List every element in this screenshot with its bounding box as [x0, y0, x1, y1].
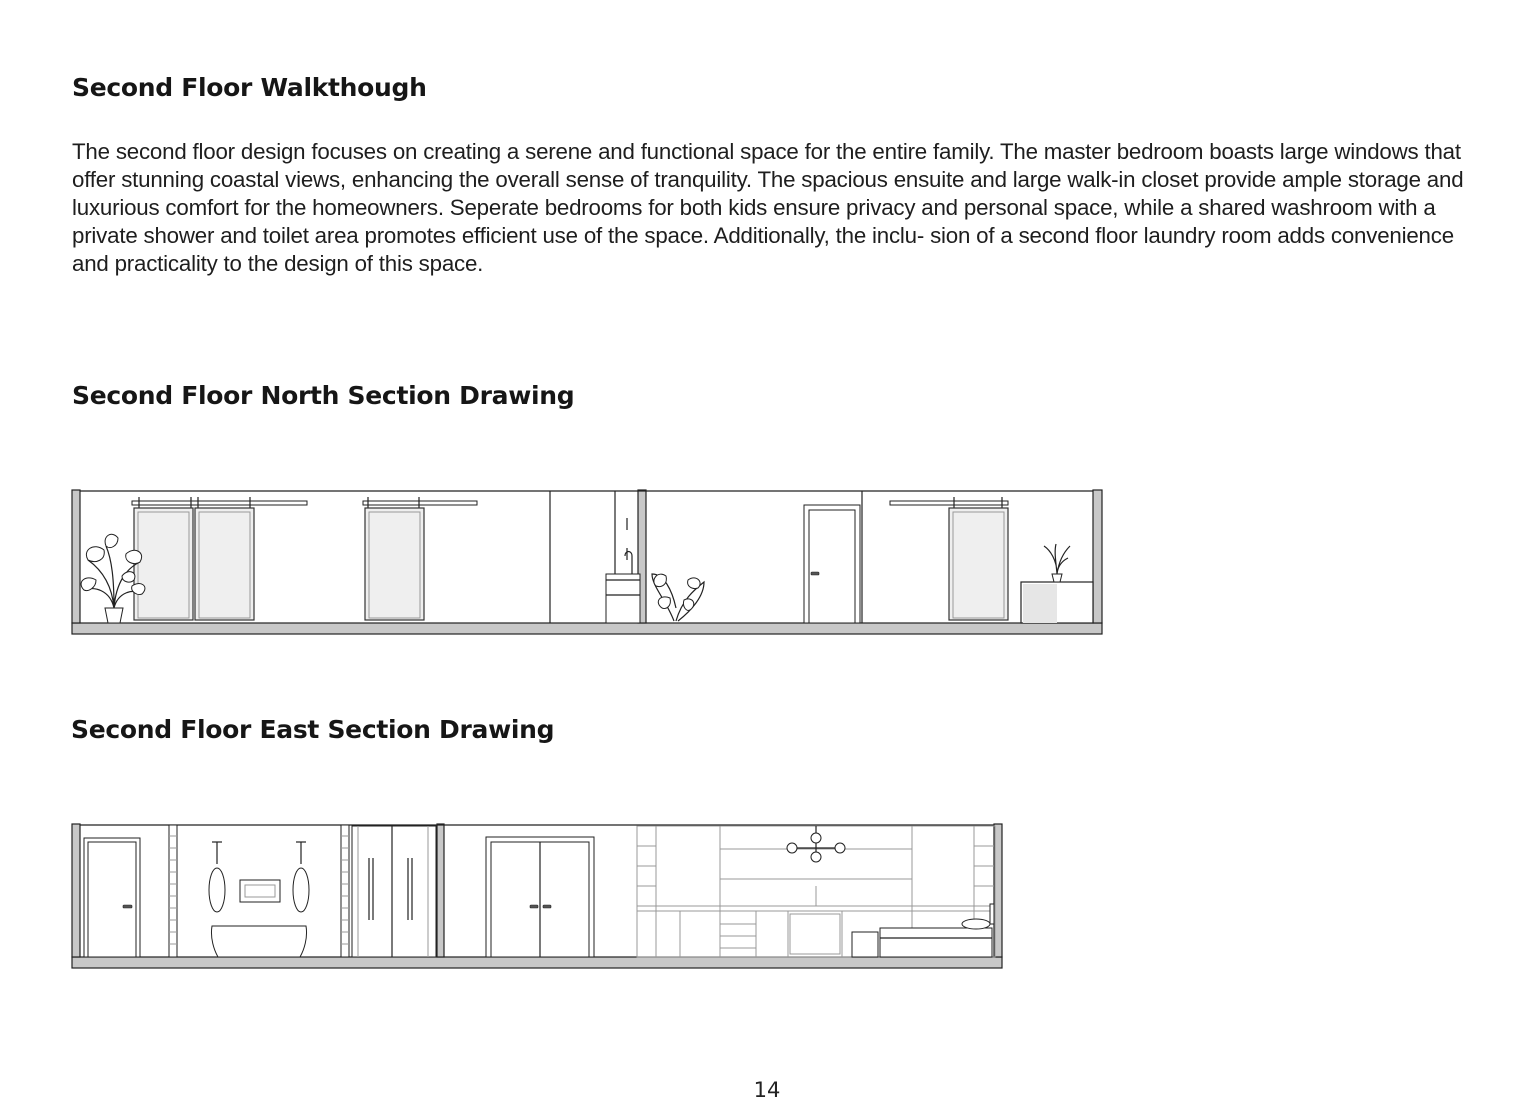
walkthrough-body: The second floor design focuses on creating a serene and functional space for the entire family. The master bedroom boasts large windows that offer stunning coastal views, enhancing the overall sense of tranquility. The spacious ensuite and large walk-in closet provide ample storage and luxurious comfort for the homeowners. Seperate bedrooms for both kids ensure privacy and personal space, while a shared washroom with a private shower and toilet area promotes efficient use of the space. Additionally, the inclu- sion of a second floor laundry room adds convenience and practicality to the design of this space.: [72, 139, 1464, 276]
chandelier: [787, 826, 845, 862]
left-wall: [72, 824, 80, 957]
walkthrough-title: Second Floor Walkthough: [72, 73, 427, 102]
north-section-title: Second Floor North Section Drawing: [72, 381, 575, 410]
barn-door-single: [890, 497, 1008, 620]
left-wall: [72, 490, 80, 623]
floor-slab: [72, 623, 1102, 634]
wall-niche: [240, 880, 280, 902]
right-wall: [1093, 490, 1102, 623]
bathtub: [211, 926, 306, 957]
east-section-drawing: [72, 824, 1004, 970]
floor-slab: [72, 957, 1002, 968]
door: [84, 838, 140, 957]
east-section-title: Second Floor East Section Drawing: [71, 715, 555, 744]
vanity: [606, 491, 640, 623]
page-number: 14: [753, 1078, 781, 1102]
door: [804, 505, 860, 623]
double-door: [486, 837, 594, 957]
sconce-left: [212, 842, 222, 864]
sconce-right: [296, 842, 306, 864]
north-section-drawing: [72, 490, 1104, 636]
interior-wall: [437, 824, 444, 957]
potted-plant: [652, 574, 704, 621]
barn-door-pair: [132, 497, 307, 620]
bench: [852, 904, 994, 957]
shower-enclosure: [352, 826, 436, 957]
tile-column: [169, 825, 177, 957]
barn-door-single: [363, 497, 477, 620]
mirror-right: [293, 868, 309, 912]
tile-column: [341, 825, 349, 957]
mirror-left: [209, 868, 225, 912]
console-table: [1021, 544, 1093, 623]
